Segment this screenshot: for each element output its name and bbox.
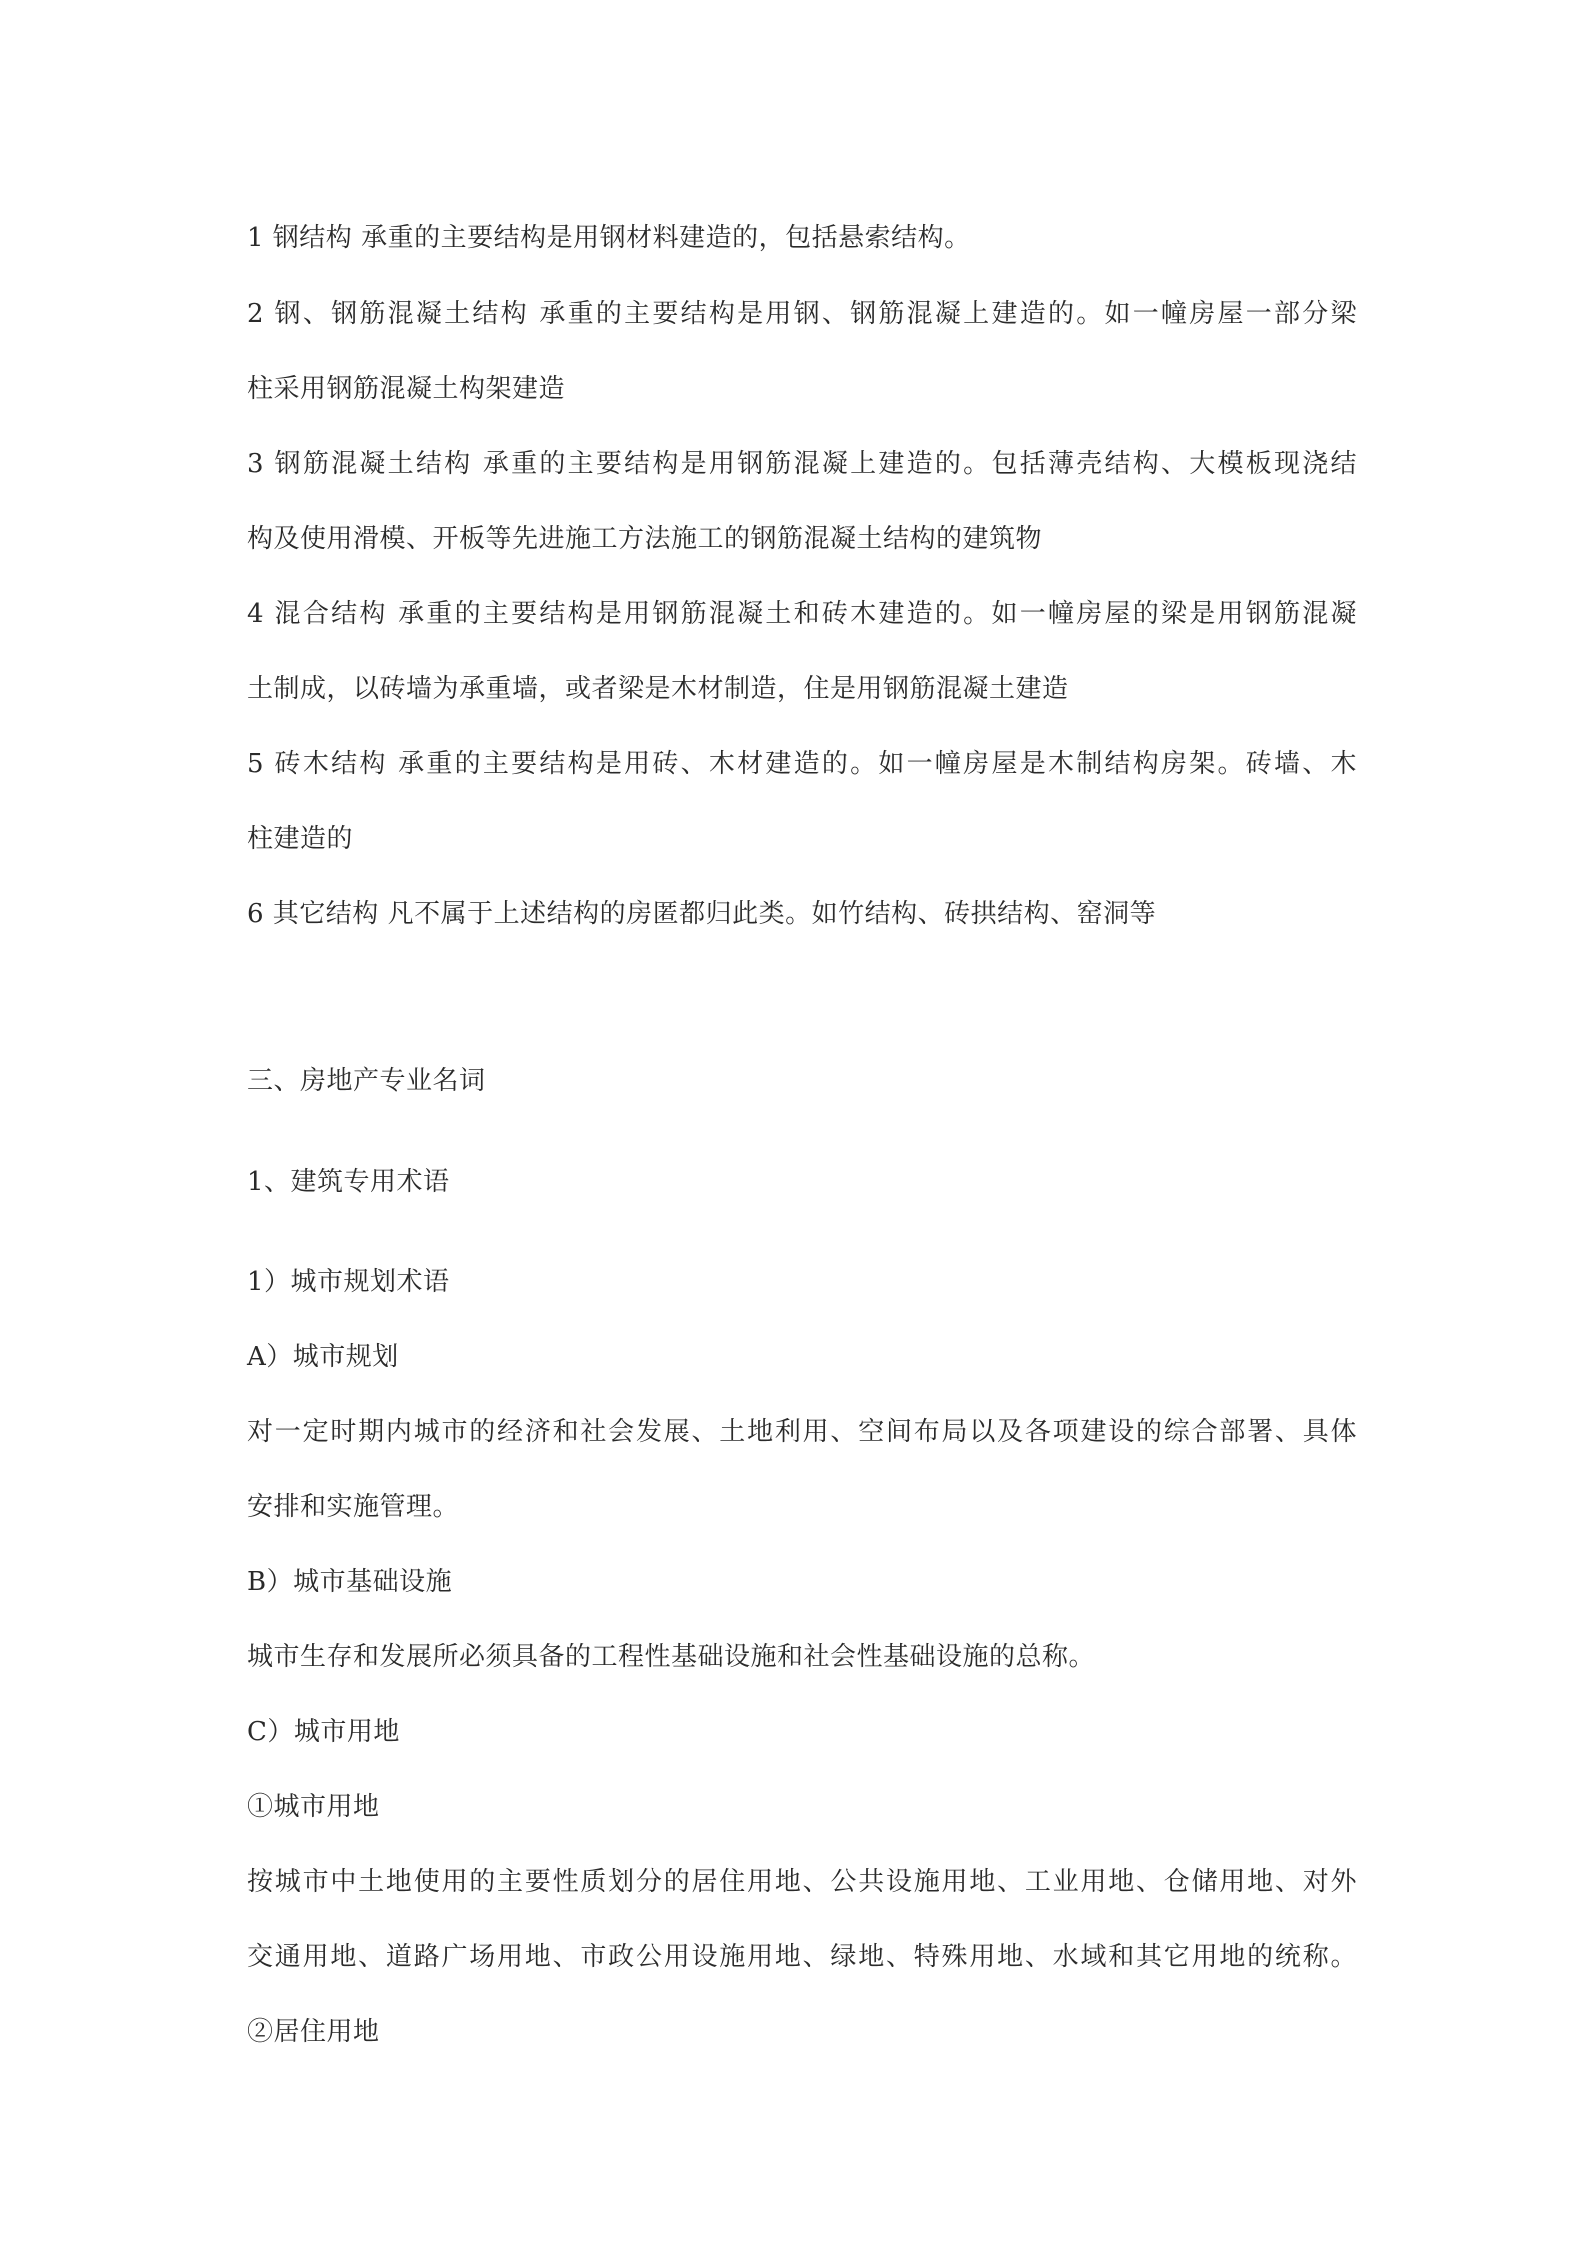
sub-subsection-heading: 1）城市规划术语 xyxy=(247,1267,450,1297)
term-c-item-2-title: ②居住用地 xyxy=(247,2017,380,2047)
structure-type-3-line-2: 构及使用滑模、开板等先进施工方法施工的钢筋混凝土结构的建筑物 xyxy=(247,524,1043,554)
structure-type-4-line-2: 土制成，以砖墙为承重墙，或者梁是木材制造，住是用钢筋混凝土建造 xyxy=(247,674,1069,704)
term-c-item-1-title: ①城市用地 xyxy=(247,1792,380,1822)
structure-type-2-line-1: 2 钢、钢筋混凝土结构 承重的主要结构是用钢、钢筋混凝上建造的。如一幢房屋一部分梁 xyxy=(247,299,1357,329)
structure-type-1-line-1: 1 钢结构 承重的主要结构是用钢材料建造的，包括悬索结构。 xyxy=(247,223,971,253)
subsection-heading: 1、建筑专用术语 xyxy=(247,1167,450,1197)
term-a-line-1: 对一定时期内城市的经济和社会发展、土地利用、空间布局以及各项建设的综合部署、具体 xyxy=(247,1417,1357,1447)
section-heading: 三、房地产专业名词 xyxy=(247,1066,486,1096)
term-a-line-2: 安排和实施管理。 xyxy=(247,1492,460,1522)
structure-type-4-line-1: 4 混合结构 承重的主要结构是用钢筋混凝土和砖木建造的。如一幢房屋的梁是用钢筋混凝 xyxy=(247,599,1357,629)
term-c-item-1-line-1: 按城市中土地使用的主要性质划分的居住用地、公共设施用地、工业用地、仓储用地、对外 xyxy=(247,1867,1357,1897)
structure-type-3-line-1: 3 钢筋混凝土结构 承重的主要结构是用钢筋混凝上建造的。包括薄壳结构、大模板现浇结 xyxy=(247,449,1357,479)
term-b-title: B）城市基础设施 xyxy=(247,1567,453,1597)
structure-type-6-line-1: 6 其它结构 凡不属于上述结构的房匿都归此类。如竹结构、砖拱结构、窑洞等 xyxy=(247,899,1157,929)
structure-type-2-line-2: 柱采用钢筋混凝土构架建造 xyxy=(247,374,566,404)
term-b-line-1: 城市生存和发展所必须具备的工程性基础设施和社会性基础设施的总称。 xyxy=(247,1642,1096,1672)
term-a-title: A）城市规划 xyxy=(247,1342,399,1372)
structure-type-5-line-2: 柱建造的 xyxy=(247,824,354,854)
term-c-title: C）城市用地 xyxy=(247,1717,400,1747)
term-c-item-1-line-2: 交通用地、道路广场用地、市政公用设施用地、绿地、特殊用地、水域和其它用地的统称。 xyxy=(247,1942,1357,1972)
structure-type-5-line-1: 5 砖木结构 承重的主要结构是用砖、木材建造的。如一幢房屋是木制结构房架。砖墙、木 xyxy=(247,749,1357,779)
